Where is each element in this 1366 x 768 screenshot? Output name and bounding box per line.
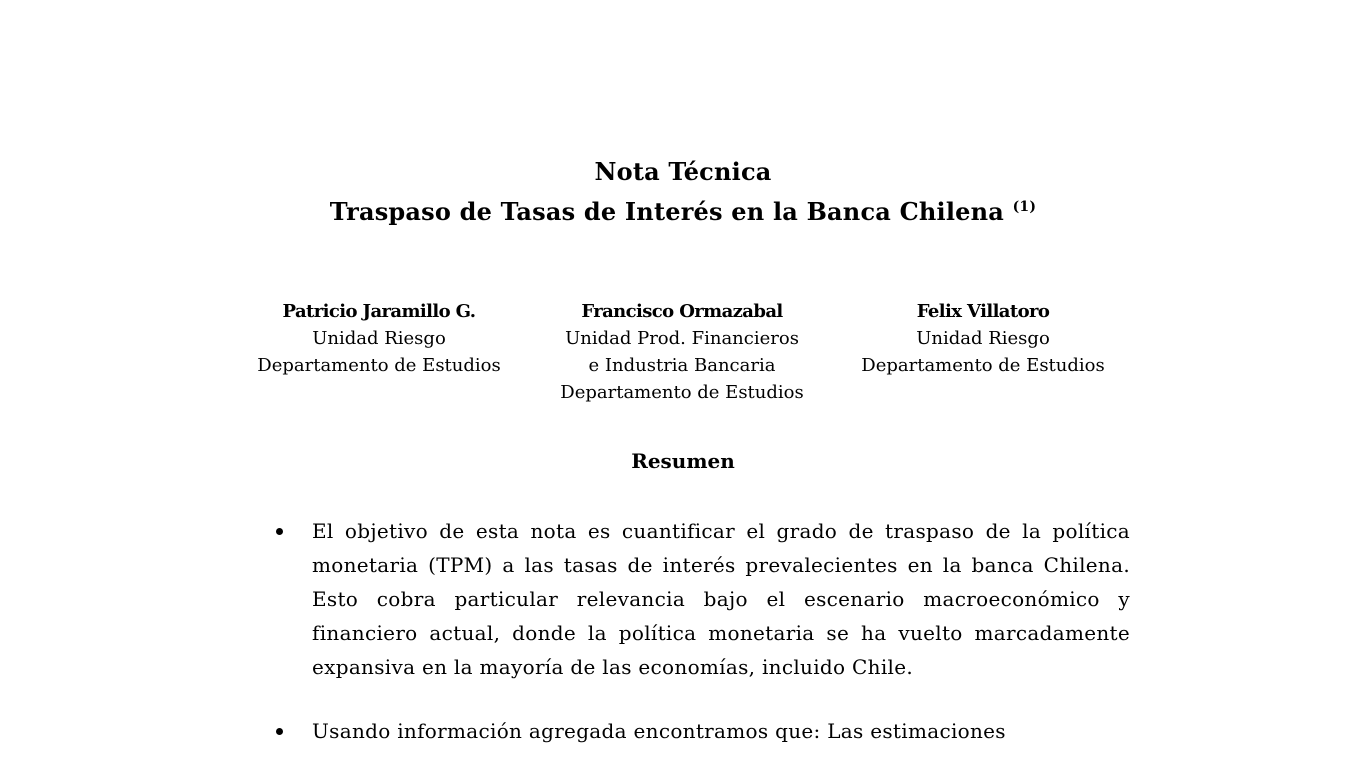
title-line-2: Traspaso de Tasas de Interés en la Banca Chilena [329, 197, 1005, 226]
resumen-bullet-list [270, 514, 1130, 768]
footnote-mark: (1) [1012, 199, 1037, 215]
list-item [270, 514, 1130, 684]
document-subtitle [0, 192, 1366, 232]
bullet-icon [276, 528, 283, 535]
resumen-heading: Resumen [631, 449, 735, 473]
list-item [270, 714, 1130, 748]
author-affiliation-cont: e Industria Bancaria [588, 355, 776, 376]
author-affiliation: Unidad Riesgo [916, 328, 1050, 349]
author-department: Departamento de Estudios [257, 355, 501, 376]
author-3 [833, 298, 1133, 379]
author-affiliation: Unidad Riesgo [312, 328, 446, 349]
title-line-1: Nota Técnica [594, 157, 772, 186]
author-2 [532, 298, 832, 406]
author-department: Departamento de Estudios [861, 355, 1105, 376]
title-block [0, 152, 1366, 232]
author-affiliation: Unidad Prod. Financieros [565, 328, 799, 349]
bullet-icon [276, 728, 283, 735]
author-1 [229, 298, 529, 379]
bullet-text: El objetivo de esta nota es cuantificar el grado de traspaso de la política monetaria (TPM) a las tasas de interés prevalecientes en la banca Chilena. Esto cobra particular relevancia bajo el escenario macroeconómico y financiero actual, donde la política monetaria se ha vuelto marcadamente expansiva en la mayoría de las economías, incluido Chile. [312, 519, 1130, 679]
bullet-text: Usando información agregada encontramos que: Las estimaciones [312, 719, 1006, 743]
document-title [0, 152, 1366, 192]
author-department: Departamento de Estudios [560, 382, 804, 403]
author-name: Felix Villatoro [916, 301, 1050, 322]
author-name: Francisco Ormazabal [581, 301, 783, 322]
author-name: Patricio Jaramillo G. [282, 301, 476, 322]
